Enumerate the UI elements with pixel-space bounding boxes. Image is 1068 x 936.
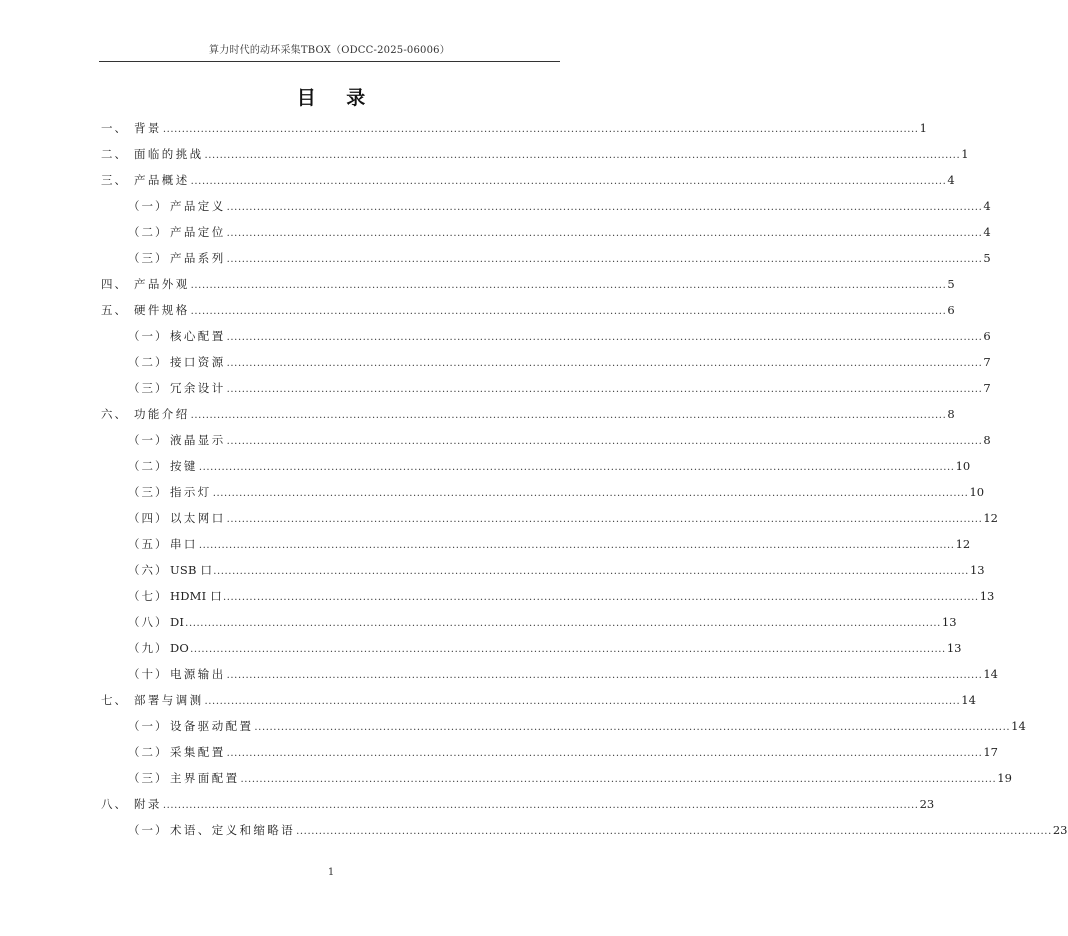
toc-entry-page: 10 (955, 459, 971, 473)
toc-entry-number: （二） (128, 459, 169, 473)
toc-entry-title: DI (170, 615, 185, 629)
toc-entry[interactable] (128, 612, 957, 632)
toc-entry[interactable] (128, 716, 1026, 736)
toc-entry-number: （二） (128, 745, 169, 759)
toc-entry-title: 功能介绍 (134, 407, 190, 421)
toc-entry-number: 一、 (101, 121, 128, 135)
toc-entry-page: 6 (947, 303, 955, 317)
toc-entry-title: 冗余设计 (170, 381, 226, 395)
toc-entry[interactable] (101, 690, 976, 710)
toc-dot-leader: ........................................................................................................................................................................................................ (240, 774, 997, 785)
toc-entry-title: 采集配置 (170, 745, 226, 759)
toc-dot-leader: ........................................................................................................................................................................................................ (226, 514, 983, 525)
toc-dot-leader: ........................................................................................................................................................................................................ (190, 176, 947, 187)
toc-dot-leader: ........................................................................................................................................................................................................ (226, 202, 983, 213)
toc-entry[interactable] (101, 300, 955, 320)
toc-dot-leader: ........................................................................................................................................................................................................ (296, 826, 1052, 837)
toc-entry-title: 核心配置 (170, 329, 226, 343)
toc-dot-leader: ........................................................................................................................................................................................................ (190, 410, 947, 421)
toc-dot-leader: ........................................................................................................................................................................................................ (254, 722, 1011, 733)
toc-entry-page: 7 (983, 355, 991, 369)
toc-entry-number: （八） (128, 615, 169, 629)
toc-entry-title: 液晶显示 (170, 433, 226, 447)
toc-entry-page: 13 (979, 589, 995, 603)
toc-dot-leader: ........................................................................................................................................................................................................ (226, 384, 983, 395)
toc-dot-leader: ........................................................................................................................................................................................................ (226, 436, 983, 447)
toc-entry-number: （九） (128, 641, 169, 655)
toc-entry[interactable] (128, 638, 962, 658)
toc-entry-page: 13 (946, 641, 962, 655)
toc-entry[interactable] (101, 404, 955, 424)
toc-title: 目 录 (296, 87, 378, 109)
toc-entry-title: 电源输出 (170, 667, 226, 681)
toc-entry-page: 13 (969, 563, 985, 577)
toc-dot-leader: ........................................................................................................................................................................................................ (198, 540, 955, 551)
toc-entry-page: 5 (983, 251, 991, 265)
toc-entry-number: 五、 (101, 303, 128, 317)
toc-entry[interactable] (128, 222, 991, 242)
toc-entry-title: USB 口 (170, 563, 213, 577)
toc-entry-title: 设备驱动配置 (170, 719, 254, 733)
toc-entry-page: 4 (947, 173, 955, 187)
toc-entry-number: 四、 (101, 277, 128, 291)
toc-entry-number: （一） (128, 433, 169, 447)
toc-entry-title: 硬件规格 (134, 303, 190, 317)
toc-entry-number: （二） (128, 225, 169, 239)
toc-entry-page: 14 (1011, 719, 1026, 733)
toc-entry-number: （四） (128, 511, 169, 525)
toc-entry-page: 14 (983, 667, 998, 681)
toc-entry[interactable] (101, 144, 969, 164)
toc-entry[interactable] (128, 456, 971, 476)
toc-entry[interactable] (128, 508, 998, 528)
toc-entry[interactable] (128, 664, 998, 684)
toc-entry-title: 接口资源 (170, 355, 226, 369)
toc-dot-leader: ........................................................................................................................................................................................................ (226, 228, 983, 239)
toc-entry-number: 二、 (101, 147, 128, 161)
toc-entry-title: 附录 (134, 797, 162, 811)
toc-entry-page: 8 (983, 433, 991, 447)
toc-entry-number: 三、 (101, 173, 128, 187)
running-header: 算力时代的动环采集TBOX（ODCC-2025-06006） (99, 44, 560, 62)
toc-entry-page: 5 (947, 277, 955, 291)
toc-entry[interactable] (128, 352, 991, 372)
toc-dot-leader: ........................................................................................................................................................................................................ (226, 332, 983, 343)
toc-entry-number: （七） (128, 589, 169, 603)
toc-entry[interactable] (101, 274, 955, 294)
toc-entry-title: 产品外观 (134, 277, 190, 291)
toc-entry-title: DO (170, 641, 190, 655)
toc-dot-leader: ........................................................................................................................................................................................................ (213, 566, 969, 577)
toc-entry-page: 23 (919, 797, 935, 811)
toc-entry-number: （五） (128, 537, 169, 551)
toc-entry-page: 13 (941, 615, 957, 629)
toc-dot-leader: ........................................................................................................................................................................................................ (226, 748, 983, 759)
page-number: 1 (327, 867, 335, 878)
toc-dot-leader: ........................................................................................................................................................................................................ (198, 462, 955, 473)
toc-entry-title: HDMI 口 (170, 589, 222, 603)
toc-dot-leader: ........................................................................................................................................................................................................ (226, 670, 983, 681)
toc-dot-leader: ........................................................................................................................................................................................................ (162, 124, 919, 135)
toc-entry-title: 产品定义 (170, 199, 226, 213)
toc-entry-page: 4 (983, 199, 991, 213)
toc-dot-leader: ........................................................................................................................................................................................................ (204, 696, 961, 707)
toc-entry[interactable] (128, 586, 995, 606)
toc-entry-title: 串口 (170, 537, 198, 551)
toc-entry[interactable] (128, 378, 991, 398)
toc-entry-number: （一） (128, 823, 169, 837)
toc-entry[interactable] (128, 534, 971, 554)
toc-entry-title: 产品定位 (170, 225, 226, 239)
toc-entry-title: 背景 (134, 121, 162, 135)
toc-dot-leader: ........................................................................................................................................................................................................ (212, 488, 969, 499)
toc-entry[interactable] (101, 794, 935, 814)
toc-entry-page: 23 (1052, 823, 1068, 837)
toc-entry-page: 6 (983, 329, 991, 343)
toc-entry-page: 12 (955, 537, 971, 551)
toc-entry[interactable] (128, 196, 991, 216)
toc-entry[interactable] (101, 118, 927, 138)
toc-entry-title: 部署与调测 (134, 693, 204, 707)
toc-dot-leader: ........................................................................................................................................................................................................ (190, 306, 947, 317)
toc-entry[interactable] (128, 326, 991, 346)
toc-entry-page: 1 (961, 147, 969, 161)
toc-entry-title: 面临的挑战 (134, 147, 204, 161)
toc-entry-title: 产品概述 (134, 173, 190, 187)
toc-entry-page: 14 (961, 693, 976, 707)
toc-dot-leader: ........................................................................................................................................................................................................ (204, 150, 961, 161)
toc-entry-page: 17 (983, 745, 998, 759)
toc-entry[interactable] (128, 768, 1012, 788)
toc-entry-title: 指示灯 (170, 485, 212, 499)
toc-entry[interactable] (128, 820, 1068, 840)
toc-entry-title: 术语、定义和缩略语 (170, 823, 296, 837)
toc-dot-leader: ........................................................................................................................................................................................................ (190, 644, 946, 655)
toc-entry-title: 按键 (170, 459, 198, 473)
toc-entry-title: 主界面配置 (170, 771, 240, 785)
toc-entry-number: （一） (128, 719, 169, 733)
toc-dot-leader: ........................................................................................................................................................................................................ (185, 618, 941, 629)
toc-entry-page: 19 (997, 771, 1012, 785)
toc-entry[interactable] (128, 248, 991, 268)
toc-entry[interactable] (128, 430, 991, 450)
toc-entry[interactable] (128, 742, 998, 762)
toc-entry-page: 8 (947, 407, 955, 421)
toc-dot-leader: ........................................................................................................................................................................................................ (226, 254, 983, 265)
toc-entry-number: （二） (128, 355, 169, 369)
toc-entry-number: （三） (128, 381, 169, 395)
toc-entry-number: （六） (128, 563, 169, 577)
toc-entry-number: 六、 (101, 407, 128, 421)
toc-entry-number: （一） (128, 329, 169, 343)
toc-entry-number: （一） (128, 199, 169, 213)
toc-entry[interactable] (128, 560, 985, 580)
toc-entry-page: 1 (919, 121, 927, 135)
toc-entry-number: （三） (128, 771, 169, 785)
toc-dot-leader: ........................................................................................................................................................................................................ (190, 280, 947, 291)
toc-entry-page: 4 (983, 225, 991, 239)
toc-entry-number: 七、 (101, 693, 128, 707)
toc-dot-leader: ........................................................................................................................................................................................................ (222, 592, 979, 603)
toc-dot-leader: ........................................................................................................................................................................................................ (162, 800, 919, 811)
toc-entry-title: 产品系列 (170, 251, 226, 265)
toc-dot-leader: ........................................................................................................................................................................................................ (226, 358, 983, 369)
toc-entry-title: 以太网口 (170, 511, 226, 525)
toc-entry[interactable] (128, 482, 985, 502)
toc-entry-number: （三） (128, 485, 169, 499)
toc-entry-page: 7 (983, 381, 991, 395)
toc-entry-number: （十） (128, 667, 169, 681)
toc-entry-number: （三） (128, 251, 169, 265)
toc-entry[interactable] (101, 170, 955, 190)
toc-entry-page: 10 (969, 485, 985, 499)
toc-entry-page: 12 (983, 511, 998, 525)
toc-entry-number: 八、 (101, 797, 128, 811)
